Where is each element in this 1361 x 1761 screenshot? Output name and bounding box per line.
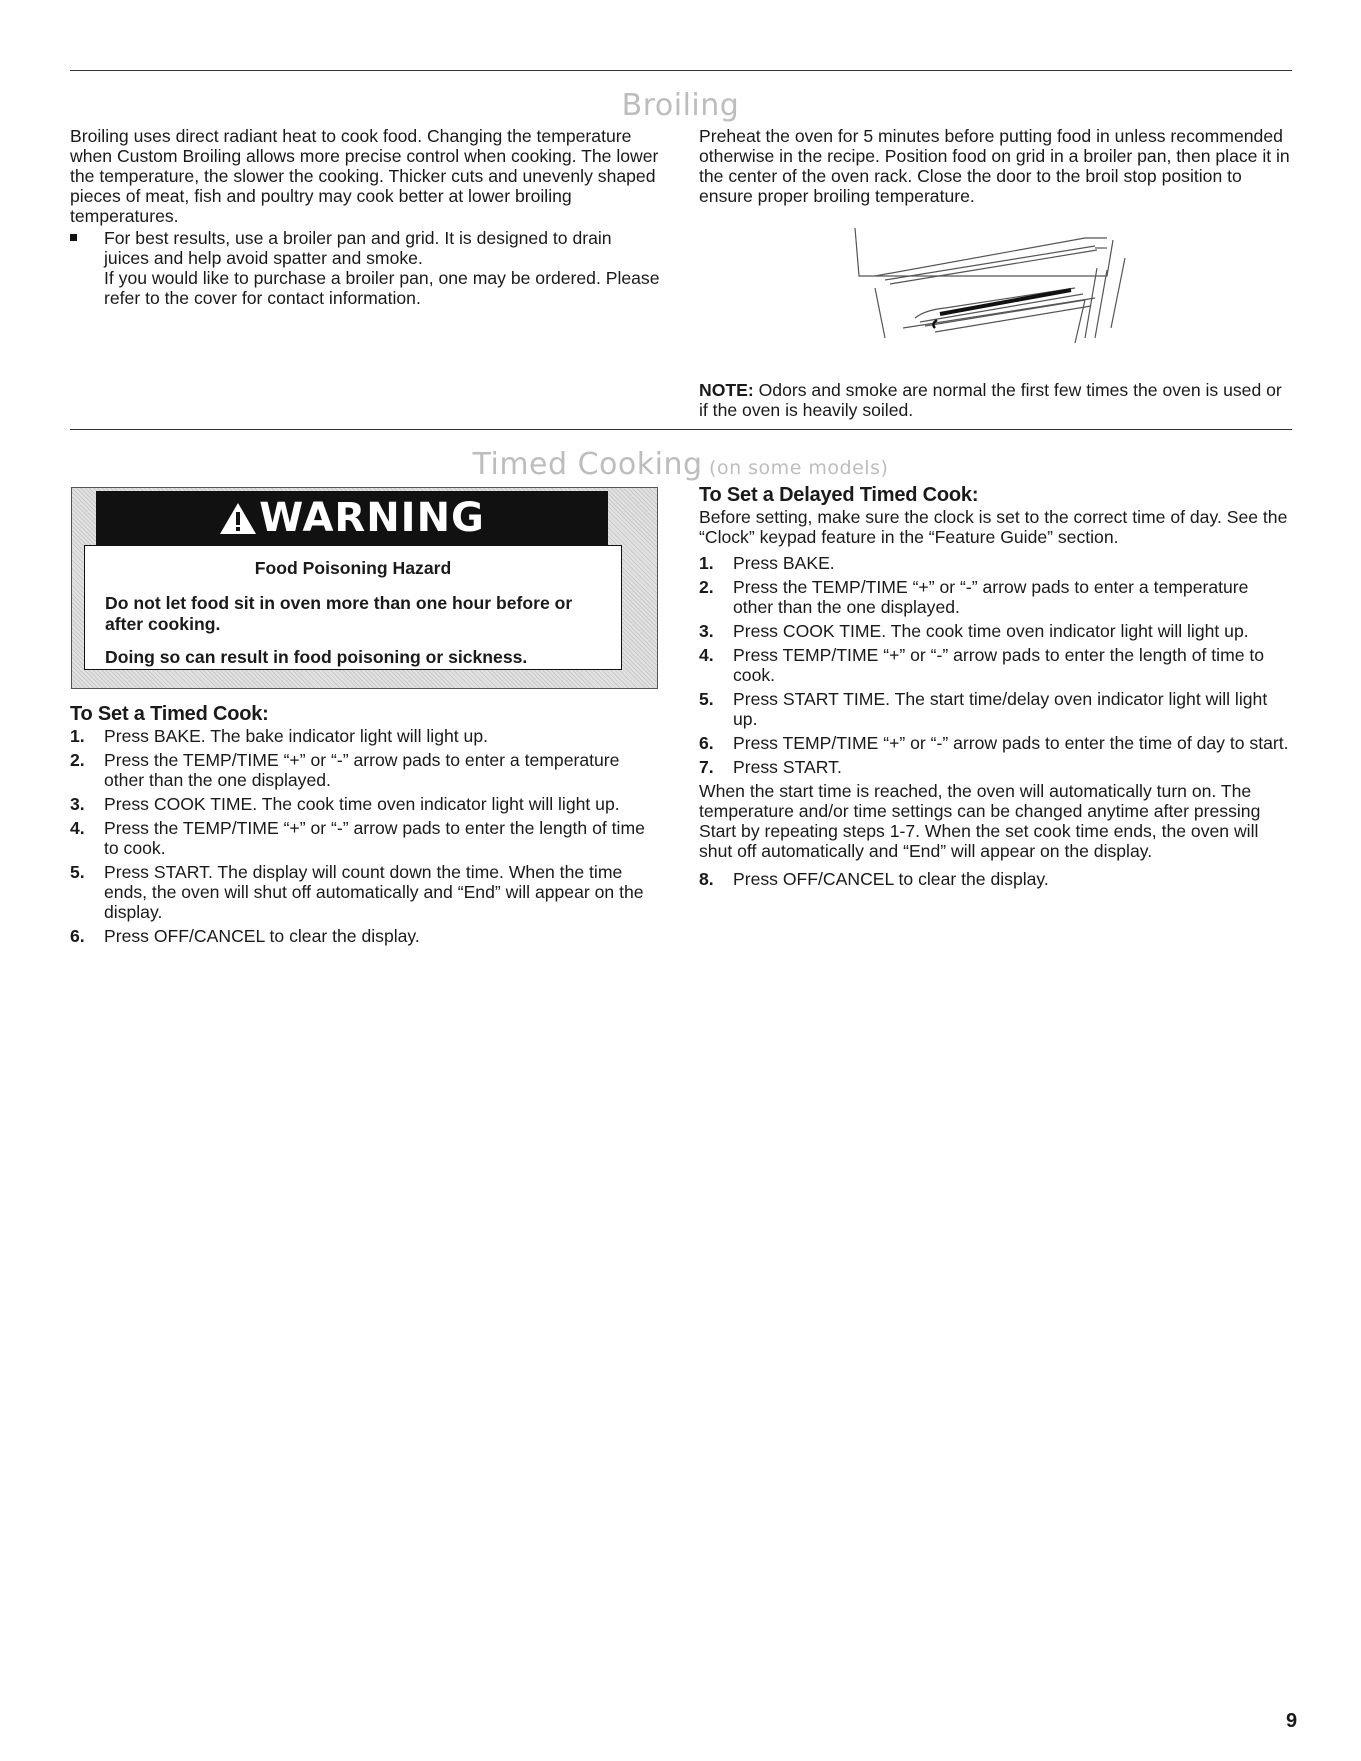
- note-text: Odors and smoke are normal the first few times the oven is used or if the oven is heavily soiled.: [699, 380, 1282, 420]
- step-text: Press TEMP/TIME “+” or “-” arrow pads to enter the time of day to start.: [733, 733, 1289, 753]
- delayed-cook-steps: [699, 553, 1291, 777]
- warning-box: [71, 487, 658, 689]
- step-number: 4.: [70, 818, 85, 838]
- delayed-cook-section: [699, 485, 1291, 893]
- middle-rule: [70, 429, 1292, 430]
- step-text: Press BAKE.: [733, 553, 835, 573]
- list-item: [70, 862, 660, 922]
- square-bullet-icon: [70, 234, 77, 241]
- step-number: 3.: [70, 794, 85, 814]
- step-number: 3.: [699, 621, 714, 641]
- broiling-note: [699, 380, 1291, 420]
- list-item: [699, 553, 1291, 573]
- delayed-cook-final-step: [699, 869, 1291, 889]
- warning-triangle-icon: [219, 501, 257, 535]
- list-item: [699, 645, 1291, 685]
- step-number: 6.: [70, 926, 85, 946]
- delayed-cook-heading: To Set a Delayed Timed Cook:: [699, 484, 979, 506]
- step-text: Press START TIME. The start time/delay oven indicator light will light up.: [733, 689, 1268, 729]
- step-number: 7.: [699, 757, 714, 777]
- note-label: NOTE:: [699, 380, 754, 400]
- timed-cook-heading: To Set a Timed Cook:: [70, 703, 269, 725]
- step-number: 2.: [699, 577, 714, 597]
- step-number: 2.: [70, 750, 85, 770]
- step-number: 6.: [699, 733, 714, 753]
- broiling-title-text: Broiling: [621, 88, 740, 123]
- warning-header: [96, 491, 608, 545]
- list-item: [70, 726, 660, 746]
- step-text: Press the TEMP/TIME “+” or “-” arrow pads to enter a temperature other than the one displayed.: [733, 577, 1249, 617]
- step-number: 1.: [70, 726, 85, 746]
- warning-line1: Do not let food sit in oven more than one hour before or after cooking.: [105, 593, 573, 634]
- timed-cook-section: [70, 704, 660, 950]
- broiling-intro: Broiling uses direct radiant heat to cook food. Changing the temperature when Custom Broiling allows more precise control when cooking. The lower the temperature, the slower the cooking. Thicker cuts and unevenly shaped pieces of meat, fish and poultry may cook better at lower broiling temperatures.: [70, 126, 659, 226]
- warning-header-text: WARNING: [259, 495, 485, 541]
- step-text: Press the TEMP/TIME “+” or “-” arrow pads to enter the length of time to cook.: [104, 818, 645, 858]
- warning-content: [84, 545, 622, 670]
- broiling-bullet-text: For best results, use a broiler pan and grid. It is designed to drain juices and help avoid spatter and smoke.: [104, 228, 612, 268]
- oven-door-illustration: [845, 228, 1145, 358]
- step-text: Press OFF/CANCEL to clear the display.: [104, 926, 420, 946]
- step-text: Press TEMP/TIME “+” or “-” arrow pads to enter the length of time to cook.: [733, 645, 1265, 685]
- list-item: [699, 621, 1291, 641]
- page-number: 9: [1286, 1710, 1298, 1732]
- list-item: [699, 577, 1291, 617]
- step-number: 5.: [70, 862, 85, 882]
- step-number: 4.: [699, 645, 714, 665]
- list-item: [70, 750, 660, 790]
- step-text: Press START. The display will count down the time. When the time ends, the oven will shut off automatically and “End” will appear on the display.: [104, 862, 644, 922]
- top-rule: [70, 70, 1292, 71]
- step-text: Press COOK TIME. The cook time oven indicator light will light up.: [733, 621, 1249, 641]
- broiling-left-column: [70, 126, 660, 308]
- broiling-title: [0, 88, 1361, 123]
- step-number: 1.: [699, 553, 714, 573]
- warning-line2: Doing so can result in food poisoning or sickness.: [105, 647, 528, 667]
- timed-cooking-title-small: (on some models): [702, 457, 889, 479]
- step-text: Press START.: [733, 757, 842, 777]
- step-text: Press OFF/CANCEL to clear the display.: [733, 869, 1049, 889]
- list-item: [70, 794, 660, 814]
- timed-cooking-title-text: Timed Cooking: [472, 447, 703, 482]
- timed-cook-steps: [70, 726, 660, 946]
- step-text: Press BAKE. The bake indicator light will light up.: [104, 726, 488, 746]
- broiling-right-column: [699, 126, 1291, 206]
- step-number: 5.: [699, 689, 714, 709]
- list-item: [70, 818, 660, 858]
- delayed-cook-after: When the start time is reached, the oven will automatically turn on. The temperature and/or time settings can be changed anytime after pressing Start by repeating steps 1-7. When the set cook time ends, the oven will shut off automatically and “End” will appear on the display.: [699, 781, 1261, 861]
- step-text: Press COOK TIME. The cook time oven indicator light will light up.: [104, 794, 620, 814]
- broiling-bullet-sub: If you would like to purchase a broiler pan, one may be ordered. Please refer to the cover for contact information.: [104, 268, 660, 308]
- delayed-cook-intro: Before setting, make sure the clock is set to the correct time of day. See the “Clock” keypad feature in the “Feature Guide” section.: [699, 507, 1288, 547]
- list-item: [699, 689, 1291, 729]
- list-item: [699, 733, 1291, 753]
- broiling-bullet: [70, 228, 660, 268]
- step-number: 8.: [699, 869, 714, 889]
- warning-hazard: Food Poisoning Hazard: [254, 558, 452, 578]
- broiling-preheat: Preheat the oven for 5 minutes before putting food in unless recommended otherwise in the recipe. Position food on grid in a broiler pan, then place it in the center of the oven rack. Close the door to the broil stop position to ensure proper broiling temperature.: [699, 126, 1290, 206]
- step-text: Press the TEMP/TIME “+” or “-” arrow pads to enter a temperature other than the one displayed.: [104, 750, 620, 790]
- list-item: [70, 926, 660, 946]
- list-item: [699, 757, 1291, 777]
- list-item: [699, 869, 1291, 889]
- timed-cooking-title: [0, 447, 1361, 482]
